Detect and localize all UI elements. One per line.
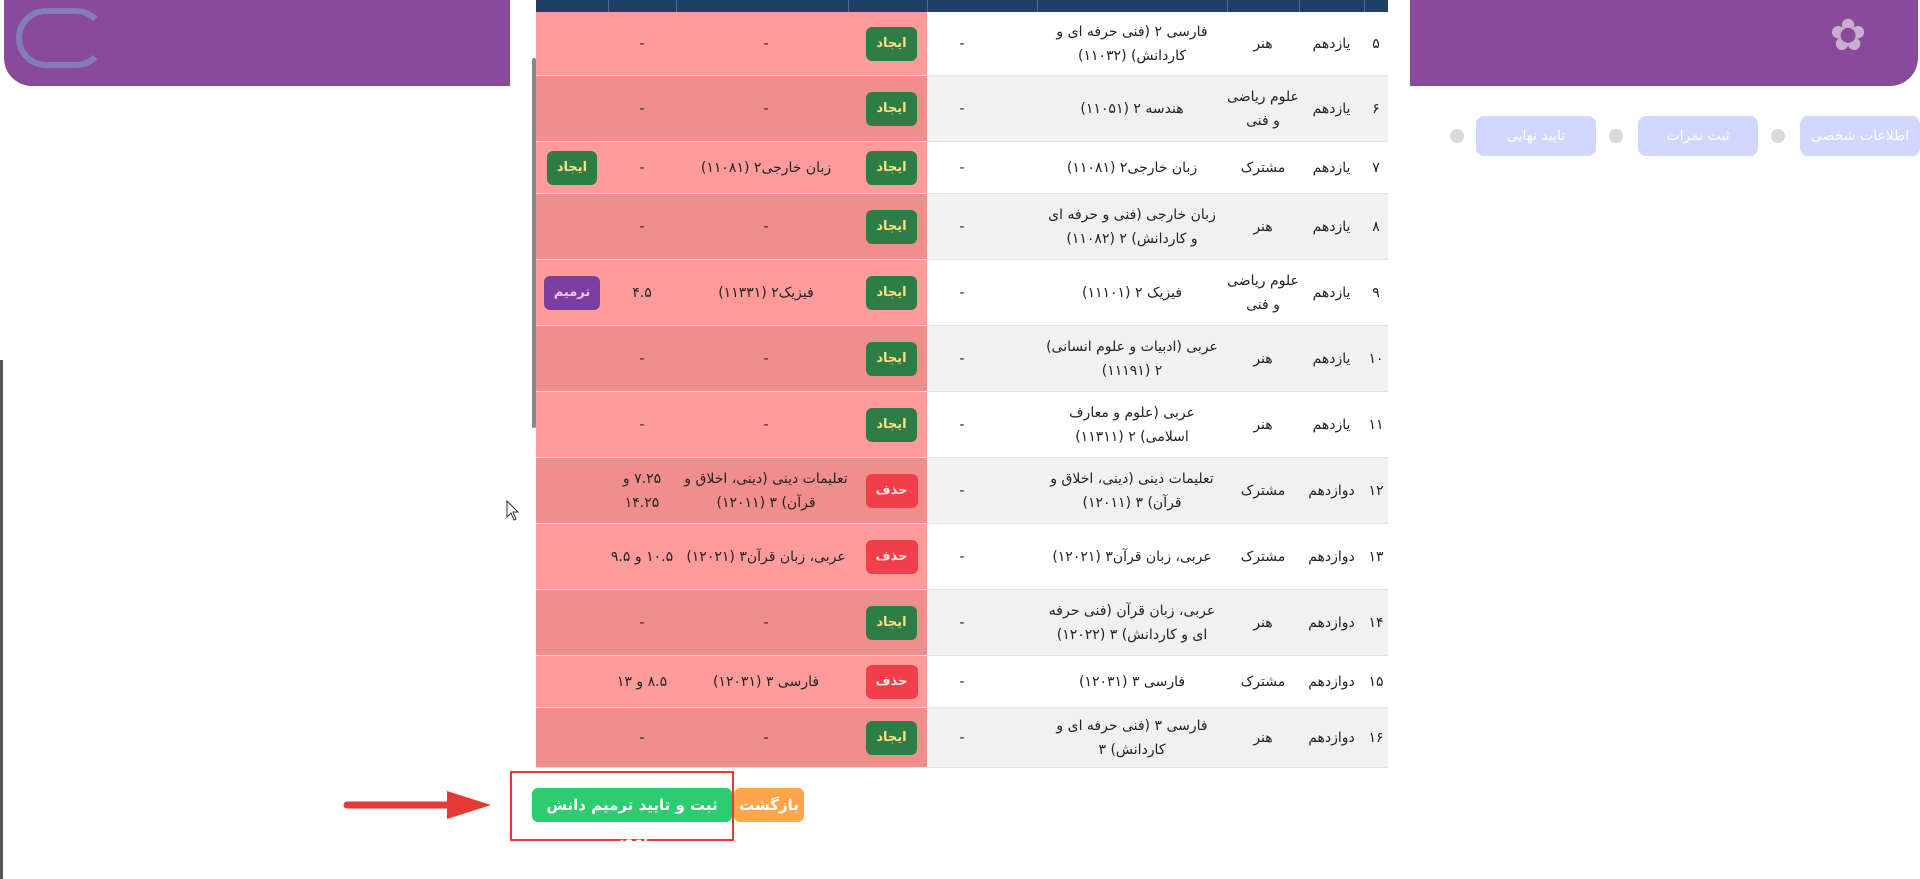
grade-cell: یازدهم	[1312, 416, 1351, 433]
field-cell: هنر	[1253, 218, 1273, 235]
lesson-cell: زبان خارجی (فنی و حرفه ای و کاردانش) ۲ (۱۱۰۸۲)	[1048, 206, 1216, 247]
grade-cell: یازدهم	[1312, 350, 1351, 367]
page-edge	[0, 360, 3, 879]
step-tabs	[1450, 116, 1920, 158]
field-cell: مشترک	[1240, 482, 1286, 499]
dash-cell: -	[959, 614, 965, 631]
result-panel	[536, 458, 927, 523]
replacement-lesson: فیزیک۲ (۱۱۳۳۱)	[718, 284, 814, 301]
action-cell	[540, 194, 604, 259]
table-row	[536, 142, 1388, 194]
lesson-info	[927, 142, 1388, 193]
step-dot	[1771, 129, 1785, 143]
row-number: ۸	[1372, 218, 1380, 235]
lesson-info	[927, 260, 1388, 325]
table-row	[536, 392, 1388, 458]
table-row	[536, 260, 1388, 326]
field-cell: مشترک	[1240, 548, 1286, 565]
score-cell: -	[639, 159, 645, 176]
result-panel	[536, 590, 927, 655]
result-panel	[536, 656, 927, 707]
status-create-button[interactable]: ایجاد	[866, 27, 916, 61]
step-dot	[1609, 129, 1623, 143]
row-number: ۱۴	[1368, 614, 1384, 631]
lesson-cell: زبان خارجی۲ (۱۱۰۸۱)	[1066, 159, 1198, 176]
score-cell: -	[639, 614, 645, 631]
dash-cell: -	[959, 482, 965, 499]
dash-cell: -	[959, 159, 965, 176]
status-create-button[interactable]: ایجاد	[866, 151, 916, 185]
dash-cell: -	[959, 350, 965, 367]
replacement-lesson: -	[763, 416, 769, 433]
status-create-button[interactable]: ایجاد	[866, 606, 916, 640]
result-panel	[536, 142, 927, 193]
replacement-lesson: -	[763, 35, 769, 52]
lesson-cell: فیزیک ۲ (۱۱۱۰۱)	[1081, 284, 1183, 301]
table-row	[536, 524, 1388, 590]
lesson-info	[927, 392, 1388, 457]
action-cell	[540, 260, 604, 325]
lesson-info	[927, 590, 1388, 655]
dash-cell: -	[959, 284, 965, 301]
action-cell	[540, 708, 604, 767]
confirm-tarmim-button[interactable]: ثبت و تایید ترمیم دانش آموز	[532, 788, 732, 822]
field-cell: هنر	[1253, 729, 1273, 746]
action-cell	[540, 656, 604, 707]
replacement-lesson: عربی، زبان قرآن۳ (۱۲۰۲۱)	[686, 548, 846, 565]
app-logo-left	[16, 8, 106, 68]
row-number: ۱۵	[1368, 673, 1384, 690]
grade-cell: دوازدهم	[1308, 729, 1355, 746]
step-tab-1[interactable]: اطلاعات شخصی	[1800, 116, 1920, 156]
result-panel	[536, 260, 927, 325]
result-panel	[536, 708, 927, 767]
lesson-cell: هندسه ۲ (۱۱۰۵۱)	[1080, 100, 1184, 117]
action-cell	[540, 590, 604, 655]
lesson-info	[927, 326, 1388, 391]
replacement-lesson: -	[763, 218, 769, 235]
row-number: ۷	[1372, 159, 1380, 176]
replacement-lesson: تعلیمات دینی (دینی، اخلاق و قرآن) ۳ (۱۲۰۱۱)	[684, 470, 848, 511]
result-panel	[536, 12, 927, 75]
status-create-button[interactable]: ایجاد	[866, 92, 916, 126]
action-cell	[540, 326, 604, 391]
replacement-lesson: -	[763, 614, 769, 631]
score-cell: ۸.۵ و ۱۳	[616, 673, 668, 690]
step-tab-3[interactable]: تایید نهایی	[1476, 116, 1596, 156]
table-row	[536, 12, 1388, 76]
action-cell	[540, 12, 604, 75]
score-cell: ۷.۲۵ و ۱۴.۲۵	[622, 470, 662, 511]
replacement-lesson: -	[763, 100, 769, 117]
result-panel	[536, 524, 927, 589]
action-cell	[540, 524, 604, 589]
field-cell: هنر	[1253, 416, 1273, 433]
grade-cell: یازدهم	[1312, 159, 1351, 176]
replacement-lesson: -	[763, 729, 769, 746]
score-cell: -	[639, 416, 645, 433]
action-cell	[540, 392, 604, 457]
table-row	[536, 76, 1388, 142]
result-panel	[536, 76, 927, 141]
score-cell: ۴.۵	[632, 284, 652, 301]
field-cell: مشترک	[1240, 673, 1286, 690]
table-header	[536, 0, 1388, 12]
row-number: ۵	[1372, 35, 1380, 52]
pointer-arrow-icon	[343, 790, 493, 820]
grade-cell: یازدهم	[1312, 100, 1351, 117]
score-cell: -	[639, 350, 645, 367]
dash-cell: -	[959, 100, 965, 117]
field-cell: هنر	[1253, 350, 1273, 367]
status-delete-button[interactable]: حذف	[866, 665, 918, 699]
lesson-cell: فارسی ۳ (فنی حرفه ای و کاردانش) ۳	[1056, 717, 1208, 758]
table-row	[536, 708, 1388, 768]
result-panel	[536, 326, 927, 391]
table-row	[536, 326, 1388, 392]
tarmim-button[interactable]: ترمیم	[544, 276, 601, 310]
table-row	[536, 656, 1388, 708]
lesson-info	[927, 458, 1388, 523]
row-number: ۱۰	[1368, 350, 1384, 367]
lesson-info	[927, 524, 1388, 589]
action-cell	[540, 458, 604, 523]
mouse-cursor-icon	[506, 500, 520, 522]
action-cell	[540, 76, 604, 141]
row-number: ۱۶	[1368, 729, 1384, 746]
grade-cell: دوازدهم	[1308, 673, 1355, 690]
status-create-button[interactable]: ایجاد	[866, 210, 916, 244]
status-create-button[interactable]: ایجاد	[866, 342, 916, 376]
row-number: ۱۲	[1368, 482, 1384, 499]
status-create-button[interactable]: ایجاد	[866, 276, 916, 310]
result-panel	[536, 392, 927, 457]
step-dot	[1450, 129, 1464, 143]
status-delete-button[interactable]: حذف	[866, 474, 918, 508]
score-cell: ۱۰.۵ و ۹.۵	[610, 548, 674, 565]
status-create-button[interactable]: ایجاد	[866, 721, 916, 755]
dash-cell: -	[959, 548, 965, 565]
field-cell: هنر	[1253, 35, 1273, 52]
dash-cell: -	[959, 673, 965, 690]
app-emblem-icon: ✿	[1829, 10, 1867, 61]
replacement-lesson: -	[763, 350, 769, 367]
lesson-cell: تعلیمات دینی (دینی، اخلاق و قرآن) ۳ (۱۲۰۱۱)	[1050, 470, 1214, 511]
lesson-info	[927, 708, 1388, 767]
dash-cell: -	[959, 729, 965, 746]
lesson-info	[927, 194, 1388, 259]
dash-cell: -	[959, 35, 965, 52]
create-action-button[interactable]: ایجاد	[547, 151, 597, 185]
grade-cell: یازدهم	[1312, 218, 1351, 235]
lesson-cell: عربی (علوم و معارف اسلامی) ۲ (۱۱۳۱۱)	[1069, 404, 1195, 445]
score-cell: -	[639, 218, 645, 235]
grade-cell: دوازدهم	[1308, 548, 1355, 565]
score-cell: -	[639, 100, 645, 117]
result-panel	[536, 194, 927, 259]
score-cell: -	[639, 35, 645, 52]
dash-cell: -	[959, 218, 965, 235]
grade-cell: دوازدهم	[1308, 482, 1355, 499]
lesson-cell: عربی، زبان قرآن (فنی حرفه ای و کاردانش) ۳ (۱۲۰۲۲)	[1048, 602, 1216, 643]
status-create-button[interactable]: ایجاد	[866, 408, 916, 442]
lesson-cell: عربی (ادبیات و علوم انسانی) ۲ (۱۱۱۹۱)	[1046, 338, 1218, 379]
grade-cell: یازدهم	[1312, 35, 1351, 52]
lesson-cell: فارسی ۲ (فنی حرفه ای و کاردانش) (۱۱۰۳۲)	[1056, 23, 1208, 64]
lesson-cell: عربی، زبان قرآن۳ (۱۲۰۲۱)	[1052, 548, 1212, 565]
score-cell: -	[639, 729, 645, 746]
replacement-lesson: فارسی ۳ (۱۲۰۳۱)	[712, 673, 820, 690]
field-cell: مشترک	[1240, 159, 1286, 176]
step-tab-2[interactable]: ثبت نمرات	[1638, 116, 1758, 156]
dash-cell: -	[959, 416, 965, 433]
row-number: ۹	[1372, 284, 1380, 301]
table-row	[536, 590, 1388, 656]
grade-cell: دوازدهم	[1308, 614, 1355, 631]
lessons-table	[536, 0, 1388, 758]
table-body	[536, 12, 1388, 768]
row-number: ۶	[1372, 100, 1380, 117]
grade-cell: یازدهم	[1312, 284, 1351, 301]
row-number: ۱۱	[1368, 416, 1384, 433]
replacement-lesson: زبان خارجی۲ (۱۱۰۸۱)	[700, 159, 832, 176]
back-button[interactable]: بازگشت	[734, 788, 804, 822]
table-row	[536, 458, 1388, 524]
field-cell: علوم ریاضی و فنی	[1227, 88, 1299, 129]
lesson-info	[927, 656, 1388, 707]
field-cell: هنر	[1253, 614, 1273, 631]
row-number: ۱۳	[1368, 548, 1384, 565]
lesson-cell: فارسی ۳ (۱۲۰۳۱)	[1078, 673, 1186, 690]
action-cell	[540, 142, 604, 193]
status-delete-button[interactable]: حذف	[866, 540, 918, 574]
table-row	[536, 194, 1388, 260]
lesson-info	[927, 76, 1388, 141]
lesson-info	[927, 12, 1388, 75]
field-cell: علوم ریاضی و فنی	[1227, 272, 1299, 313]
